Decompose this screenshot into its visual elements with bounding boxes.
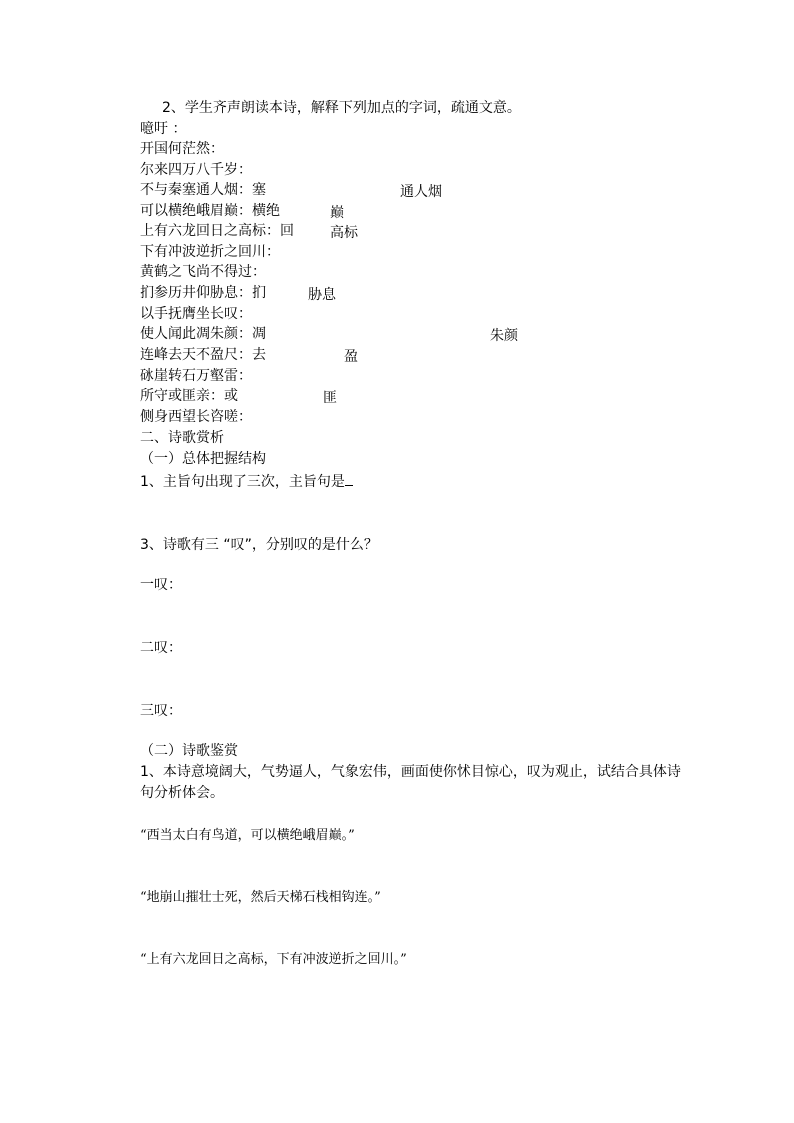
vocab-line-4: 不与秦塞通人烟：塞 bbox=[140, 182, 266, 198]
part-1-question-3: 3、诗歌有三 “叹”，分别叹的是什么？ bbox=[140, 537, 378, 553]
part-2-heading: （二）诗歌鉴赏 bbox=[140, 743, 238, 759]
sigh-2-label: 二叹： bbox=[140, 640, 182, 656]
part-1-heading: （一）总体把握结构 bbox=[140, 451, 266, 467]
vocab-line-4-term: 通人烟 bbox=[400, 184, 442, 200]
vocab-line-3: 尔来四万八千岁： bbox=[140, 162, 252, 178]
vocab-line-10: 以手抚膺坐长叹： bbox=[140, 306, 252, 322]
vocab-line-6: 上有六龙回日之高标：回 bbox=[140, 223, 294, 239]
vocab-line-5: 可以横绝峨眉巅：横绝 bbox=[140, 203, 280, 219]
poem-quote-2: “地崩山摧壮士死，然后天梯石栈相钩连。” bbox=[140, 890, 381, 905]
vocab-line-7: 下有冲波逆折之回川： bbox=[140, 244, 280, 260]
vocab-line-14-term: 匪 bbox=[323, 390, 337, 406]
poem-quote-3: “上有六龙回日之高标，下有冲波逆折之回川。” bbox=[140, 952, 407, 967]
vocab-line-5-term: 巅 bbox=[330, 205, 344, 221]
vocab-line-9: 扪参历井仰胁息：扪 bbox=[140, 285, 266, 301]
part-2-question-1-line-1: 1、本诗意境阔大，气势逼人，气象宏伟，画面使你怵目惊心，叹为观止，试结合具体诗 bbox=[140, 764, 681, 780]
vocab-line-12: 连峰去天不盈尺：去 bbox=[140, 347, 266, 363]
part-2-question-1-line-2: 句分析体会。 bbox=[140, 785, 224, 801]
vocab-line-11-term: 朱颜 bbox=[490, 328, 518, 344]
vocab-line-6-term: 高标 bbox=[330, 225, 358, 241]
sigh-1-label: 一叹： bbox=[140, 577, 182, 593]
vocab-line-13: 砯崖转石万壑雷： bbox=[140, 368, 252, 384]
sigh-3-label: 三叹： bbox=[140, 703, 182, 719]
part-1-question-1-text: 1、主旨句出现了三次，主旨句是 bbox=[140, 474, 345, 490]
vocab-line-11: 使人闻此凋朱颜：凋 bbox=[140, 326, 266, 342]
vocab-line-15: 侧身西望长咨嗟： bbox=[140, 409, 252, 425]
part-1-question-1 bbox=[140, 471, 353, 491]
section-2-heading: 二、诗歌赏析 bbox=[140, 430, 224, 446]
vocab-line-8: 黄鹤之飞尚不得过： bbox=[140, 264, 266, 280]
vocab-line-1: 噫吁 ： bbox=[140, 121, 187, 137]
vocab-line-9-term: 胁息 bbox=[308, 287, 336, 303]
poem-quote-1: “西当太白有鸟道，可以横绝峨眉巅。” bbox=[140, 828, 355, 843]
answer-blank bbox=[345, 471, 353, 486]
item-2-instruction: 2、学生齐声朗读本诗，解释下列加点的字词，疏通文意。 bbox=[162, 100, 521, 116]
vocab-line-14: 所守或匪亲：或 bbox=[140, 388, 238, 404]
vocab-line-2: 开国何茫然： bbox=[140, 141, 224, 157]
vocab-line-12-term: 盈 bbox=[344, 349, 358, 365]
